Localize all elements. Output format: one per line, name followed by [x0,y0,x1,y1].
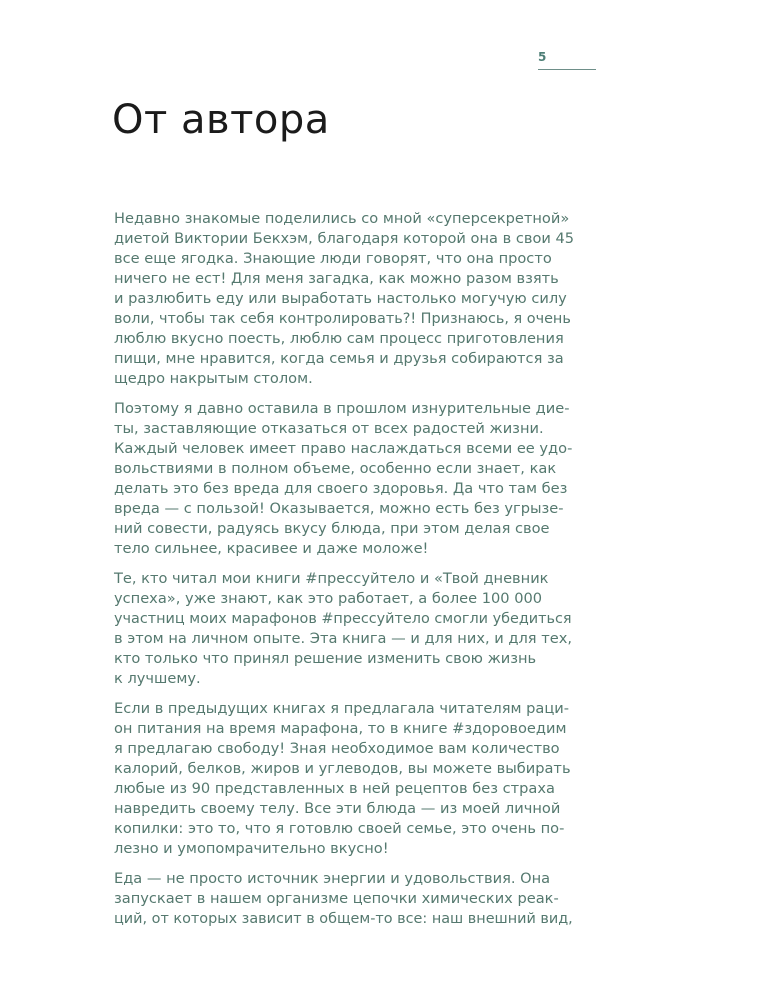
paragraph-line: ничего не ест! Для меня загадка, как можно разом взять [114,270,559,287]
paragraph-line: вольствиями в полном объеме, особенно если знает, как [114,460,557,477]
paragraph-line: тело сильнее, красивее и даже моложе! [114,540,429,557]
paragraph-line: пищи, мне нравится, когда семья и друзья собираются за [114,350,564,367]
paragraph-line: участниц моих марафонов #прессуйтело смогли убедиться [114,611,572,627]
paragraph-line: Еда — не просто источник энергии и удовольствия. Она [114,870,551,887]
paragraph-line: навредить своему телу. Все эти блюда — из моей личной [114,800,561,817]
paragraph [114,209,574,389]
paragraph-line: люблю вкусно поесть, люблю сам процесс приготовления [114,330,564,347]
paragraph-line: щедро накрытым столом. [114,370,313,387]
paragraph-line: копилки: это то, что я готовлю своей семье, это очень по- [114,820,565,837]
paragraph-line: кто только что принял решение изменить свою жизнь [114,650,537,667]
page-number-rule [538,69,596,70]
paragraph-line: диетой Виктории Бекхэм, благодаря которой она в свои 45 [114,230,575,247]
paragraph [114,699,574,859]
paragraph-line: Если в предыдущих книгах я предлагала читателям раци- [114,700,570,717]
paragraph-line: воли, чтобы так себя контролировать?! Признаюсь, я очень [114,311,571,327]
body-text [114,209,574,939]
paragraph-line: к лучшему. [114,670,201,687]
paragraph-line: запускает в нашем организме цепочки химических реак- [114,890,559,907]
paragraph-line: успеха», уже знают, как это работает, а более 100 000 [114,590,543,607]
paragraph-line: я предлагаю свободу! Зная необходимое вам количество [114,740,560,757]
paragraph [114,399,574,559]
paragraph-line: и разлюбить еду или выработать настолько могучую силу [114,290,567,307]
paragraph-line: любые из 90 представленных в ней рецептов без страха [114,780,555,797]
paragraph-line: Каждый человек имеет право наслаждаться всеми ее удо- [114,440,573,457]
paragraph-line: Поэтому я давно оставила в прошлом изнурительные дие- [114,400,570,417]
paragraph-line: лезно и умопомрачительно вкусно! [114,840,389,857]
paragraph-line: в этом на личном опыте. Эта книга — и для них, и для тех, [114,630,572,647]
paragraph-line: калорий, белков, жиров и углеводов, вы можете выбирать [114,760,571,777]
paragraph-line: вреда — с пользой! Оказывается, можно есть без угрызе- [114,500,564,517]
paragraph [114,569,574,689]
paragraph-line: ний совести, радуясь вкусу блюда, при этом делая свое [114,520,550,537]
paragraph-line: ций, от которых зависит в общем-то все: наш внешний вид, [114,911,573,927]
paragraph-line: делать это без вреда для своего здоровья. Да что там без [114,480,568,497]
paragraph-line: он питания на время марафона, то в книге #здоровоедим [114,720,567,737]
paragraph-line: Те, кто читал мои книги #прессуйтело и «Твой дневник [114,570,549,587]
paragraph-line: Недавно знакомые поделились со мной «суперсекретной» [114,210,570,227]
paragraph-line: ты, заставляющие отказаться от всех радостей жизни. [114,420,544,437]
paragraph-line: все еще ягодка. Знающие люди говорят, что она просто [114,250,552,267]
page-number: 5 [538,50,547,64]
page-title: От автора [112,97,330,143]
paragraph [114,869,574,929]
